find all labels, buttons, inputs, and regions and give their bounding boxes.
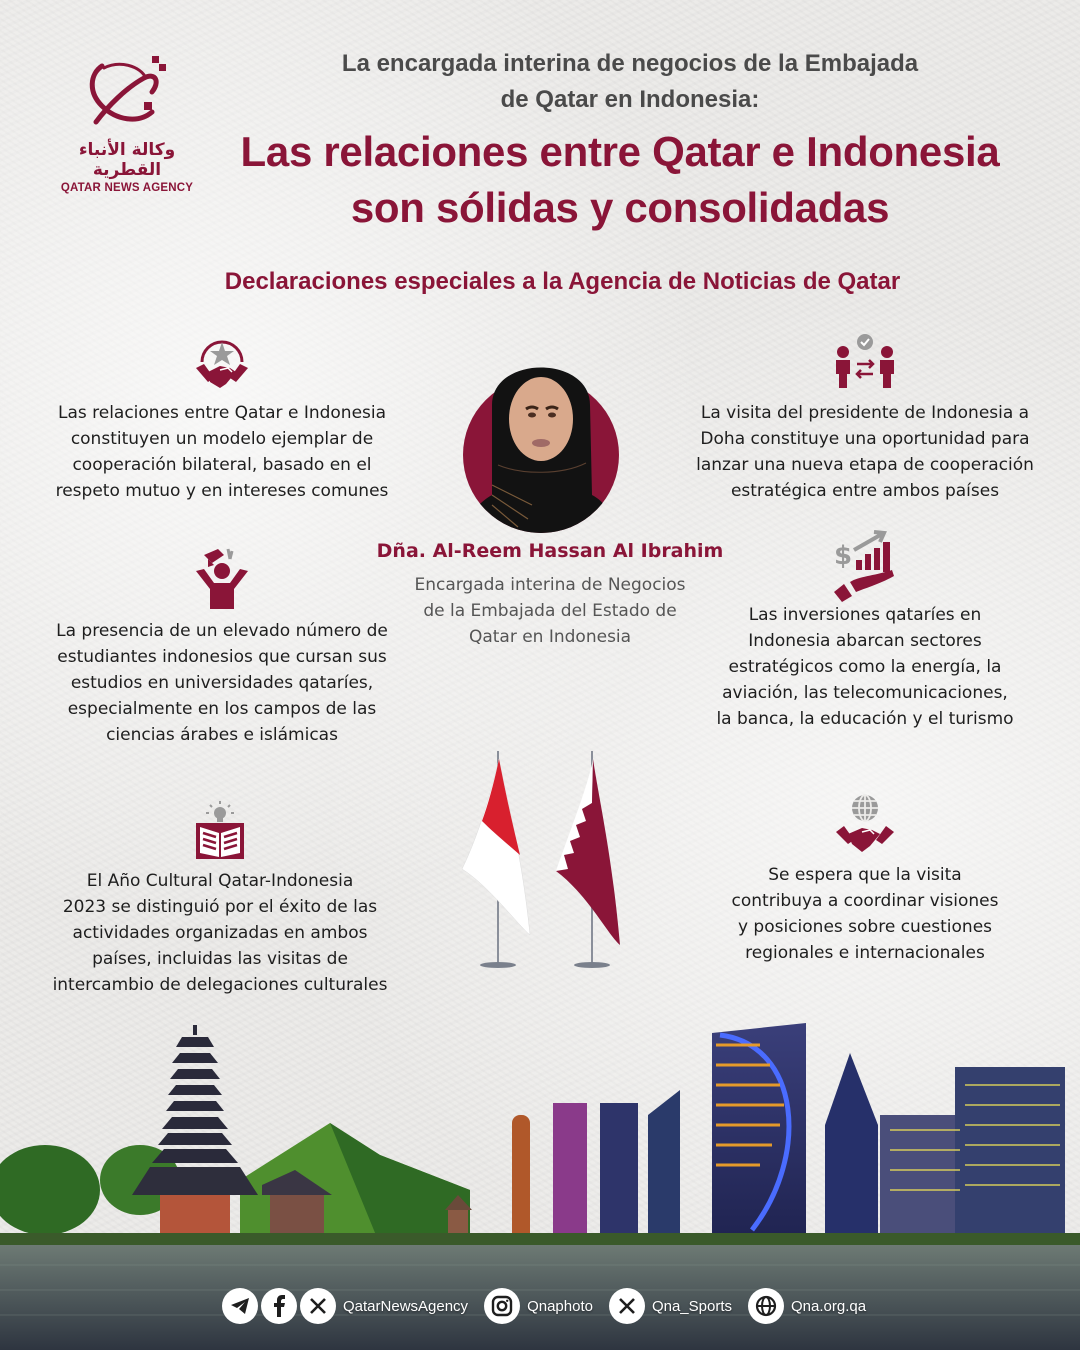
point-text-line: regionales e internacionales <box>745 943 985 963</box>
globe-icon[interactable] <box>748 1288 784 1324</box>
point-text-line: contribuya a coordinar visiones <box>731 891 999 911</box>
speaker-name: Dña. Al-Reem Hassan Al Ibrahim <box>376 540 724 562</box>
point-text-line: ciencias árabes e islámicas <box>106 725 338 745</box>
speaker-role <box>380 572 720 650</box>
point-text-line: Se espera que la visita <box>768 865 962 885</box>
point-text-line: Las inversiones qataríes en <box>748 605 982 625</box>
speaker-role-line: Encargada interina de Negocios <box>414 575 686 595</box>
open-book-lightbulb-icon <box>192 799 248 861</box>
facebook-icon[interactable] <box>261 1288 297 1324</box>
investment-hand-chart-icon <box>830 526 900 602</box>
point-text-line: Indonesia abarcan sectores <box>748 631 982 651</box>
instagram-icon[interactable] <box>484 1288 520 1324</box>
speaker-role-line: Qatar en Indonesia <box>468 627 632 647</box>
point-text-line: países, incluidas las visitas de <box>92 949 348 969</box>
point-text-line: estudiantes indonesios que cursan sus <box>57 647 387 667</box>
x-icon[interactable] <box>609 1288 645 1324</box>
point-text-line: La visita del presidente de Indonesia a <box>700 403 1030 423</box>
point-text-line: respeto mutuo y en intereses comunes <box>55 481 389 501</box>
point-text-line: estudios en universidades qataríes, <box>70 673 374 693</box>
point-text-line: Doha constituye una oportunidad para <box>700 429 1030 449</box>
point-text-line: cooperación bilateral, basado en el <box>72 455 372 475</box>
social-handle-qatarnewsagency[interactable]: QatarNewsAgency <box>343 1297 469 1315</box>
point-text-line: especialmente en los campos de las <box>67 699 377 719</box>
point-bilateral-relations <box>42 330 402 504</box>
point-text-line: 2023 se distinguió por el éxito de las <box>62 897 378 917</box>
headline <box>210 124 1030 236</box>
kicker-line-2: de Qatar en Indonesia: <box>500 86 760 113</box>
point-text-line: El Año Cultural Qatar-Indonesia <box>86 871 354 891</box>
telegram-icon[interactable] <box>222 1288 258 1324</box>
speaker-role-line: de la Embajada del Estado de <box>423 601 677 621</box>
point-text-line: intercambio de delegaciones culturales <box>52 975 388 995</box>
point-president-visit <box>685 330 1045 504</box>
point-regional-coordination <box>685 792 1045 966</box>
social-handle-website[interactable]: Qna.org.qa <box>791 1297 867 1315</box>
kicker-line-1: La encargada interina de negocios de la Embajada <box>341 50 919 77</box>
point-qatari-investments <box>685 532 1045 732</box>
point-cultural-year <box>40 798 400 998</box>
qna-logo <box>52 52 202 194</box>
social-footer <box>222 1287 882 1325</box>
point-text-line: estratégicos como la energía, la <box>728 657 1002 677</box>
point-text-line: actividades organizadas en ambos <box>72 923 368 943</box>
graduate-student-icon <box>190 545 254 615</box>
point-text-line: y posiciones sobre cuestiones <box>737 917 993 937</box>
point-text-line: estratégica entre ambos países <box>730 481 1000 501</box>
point-text-line: lanzar una nueva etapa de cooperación <box>696 455 1034 475</box>
point-text-line: Las relaciones entre Qatar e Indonesia <box>57 403 387 423</box>
globe-handshake-icon <box>832 792 898 856</box>
kicker <box>250 46 1010 118</box>
headline-line-1: Las relaciones entre Qatar e Indonesia <box>240 128 1000 175</box>
social-handle-qnaphoto[interactable]: Qnaphoto <box>527 1297 593 1315</box>
subheading: Declaraciones especiales a la Agencia de Noticias de Qatar <box>224 268 901 295</box>
people-exchange-check-icon <box>833 332 897 392</box>
headline-line-2: son sólidas y consolidadas <box>350 184 890 231</box>
point-text-line: constituyen un modelo ejemplar de <box>70 429 374 449</box>
point-text-line: aviación, las telecomunicaciones, <box>722 683 1008 703</box>
qna-emblem-icon <box>82 52 172 136</box>
brand-name-english: QATAR NEWS AGENCY <box>60 182 194 194</box>
point-text-line: La presencia de un elevado número de <box>56 621 388 641</box>
brand-name-arabic: وكالة الأنباء القطرية <box>78 140 176 180</box>
svg-text:$: $ <box>834 541 853 571</box>
point-text-line: la banca, la educación y el turismo <box>716 709 1014 729</box>
social-handle-qna-sports[interactable]: Qna_Sports <box>651 1297 732 1315</box>
point-indonesian-students <box>42 548 402 748</box>
indonesia-qatar-flags <box>448 745 638 975</box>
speaker-portrait <box>462 335 620 535</box>
handshake-star-icon <box>190 332 254 392</box>
x-icon[interactable] <box>300 1288 336 1324</box>
